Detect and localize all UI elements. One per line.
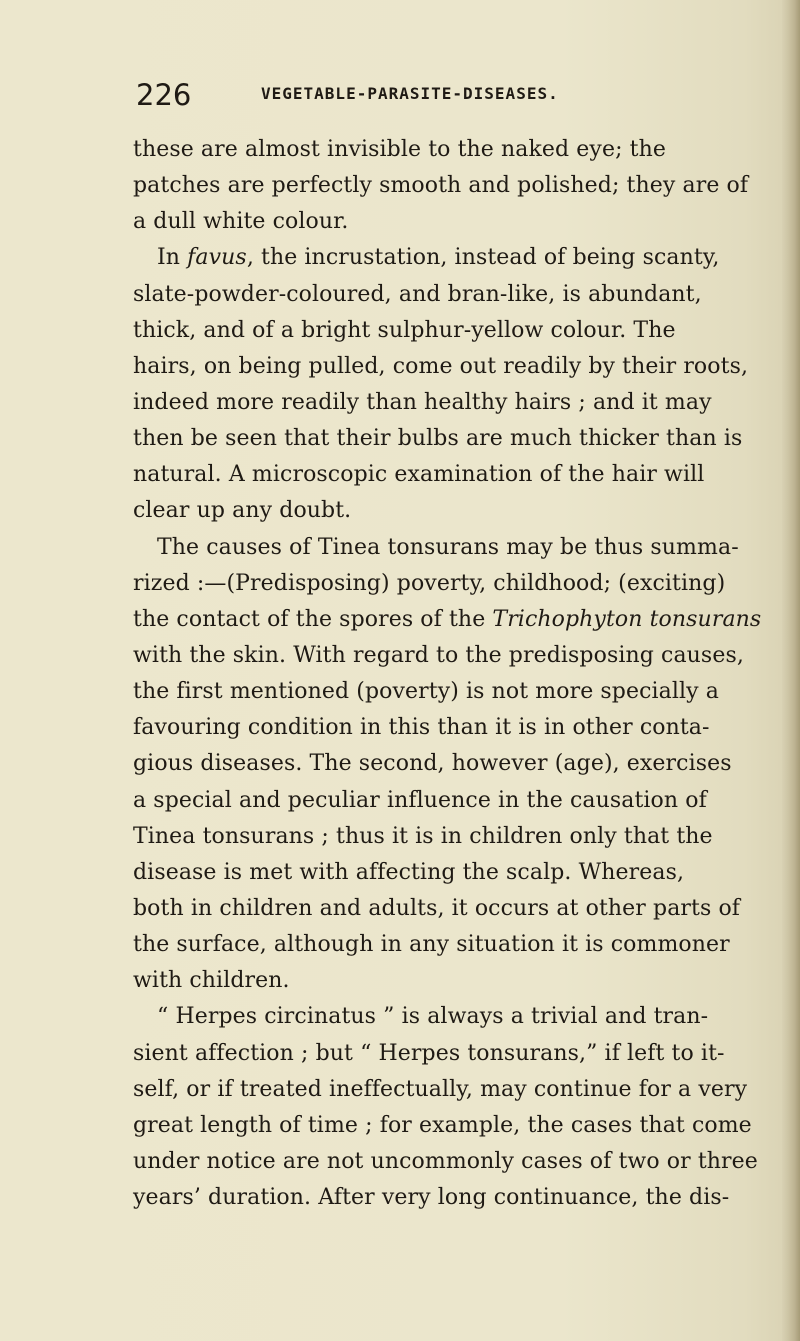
- text-line: thick, and of a bright sulphur-yellow colour. The: [133, 317, 676, 343]
- text-line: natural. A microscopic examination of the hair will: [133, 462, 705, 488]
- text-line: with children.: [133, 968, 290, 994]
- text-line: under notice are not uncommonly cases of two or three: [133, 1148, 758, 1174]
- text-line: great length of time ; for example, the cases that come: [133, 1112, 752, 1138]
- text-line: both in children and adults, it occurs at other parts of: [133, 895, 741, 921]
- text-line: slate-powder-coloured, and bran-like, is abundant,: [133, 281, 702, 307]
- italic-term: favus: [187, 245, 247, 271]
- text-segment: In: [157, 245, 188, 271]
- text-line: hairs, on being pulled, come out readily by their roots,: [133, 353, 749, 379]
- text-line: clear up any doubt.: [133, 498, 352, 524]
- running-head: VEGETABLE-PARASITE-DISEASES.: [261, 84, 559, 103]
- text-line: the surface, although in any situation it is commoner: [133, 932, 730, 958]
- text-line: favouring condition in this than it is in other conta-: [133, 715, 710, 741]
- text-line: a dull white colour.: [133, 209, 349, 235]
- text-line: rized :—(Predisposing) poverty, childhood; (exciting): [133, 570, 726, 596]
- text-line: [133, 602, 773, 638]
- text-line: “ Herpes circinatus ” is always a trivial and tran-: [157, 1004, 709, 1030]
- text-line: years’ duration. After very long continuance, the dis-: [133, 1185, 730, 1211]
- page-number: 226: [136, 78, 192, 112]
- page-edge-shadow: [782, 0, 800, 1341]
- text-line: patches are perfectly smooth and polished; they are of: [133, 173, 749, 199]
- text-line: a special and peculiar influence in the causation of: [133, 787, 707, 813]
- text-line: the first mentioned (poverty) is not more specially a: [133, 679, 719, 705]
- text-line: these are almost invisible to the naked eye; the: [133, 137, 667, 162]
- page-header: [136, 78, 796, 118]
- text-line: gious diseases. The second, however (age), exercises: [133, 751, 732, 777]
- body-text: [133, 132, 773, 1216]
- text-line: indeed more readily than healthy hairs ; and it may: [133, 389, 712, 415]
- text-line: with the skin. With regard to the predisposing causes,: [133, 642, 744, 668]
- italic-term: Trichophyton tonsurans: [492, 606, 762, 632]
- text-line: The causes of Tinea tonsurans may be thus summa-: [157, 534, 739, 560]
- text-line: self, or if treated ineffectually, may continue for a very: [133, 1076, 748, 1102]
- text-line: disease is met with affecting the scalp. Whereas,: [133, 859, 685, 885]
- text-line: Tinea tonsurans ; thus it is in children only that the: [133, 823, 713, 849]
- text-segment: , the incrustation, instead of being scanty,: [246, 245, 720, 271]
- text-line: then be seen that their bulbs are much thicker than is: [133, 426, 743, 452]
- text-segment: the contact of the spores of the: [133, 606, 493, 632]
- text-line: [133, 240, 773, 276]
- text-line: sient affection ; but “ Herpes tonsurans,” if left to it-: [133, 1040, 725, 1066]
